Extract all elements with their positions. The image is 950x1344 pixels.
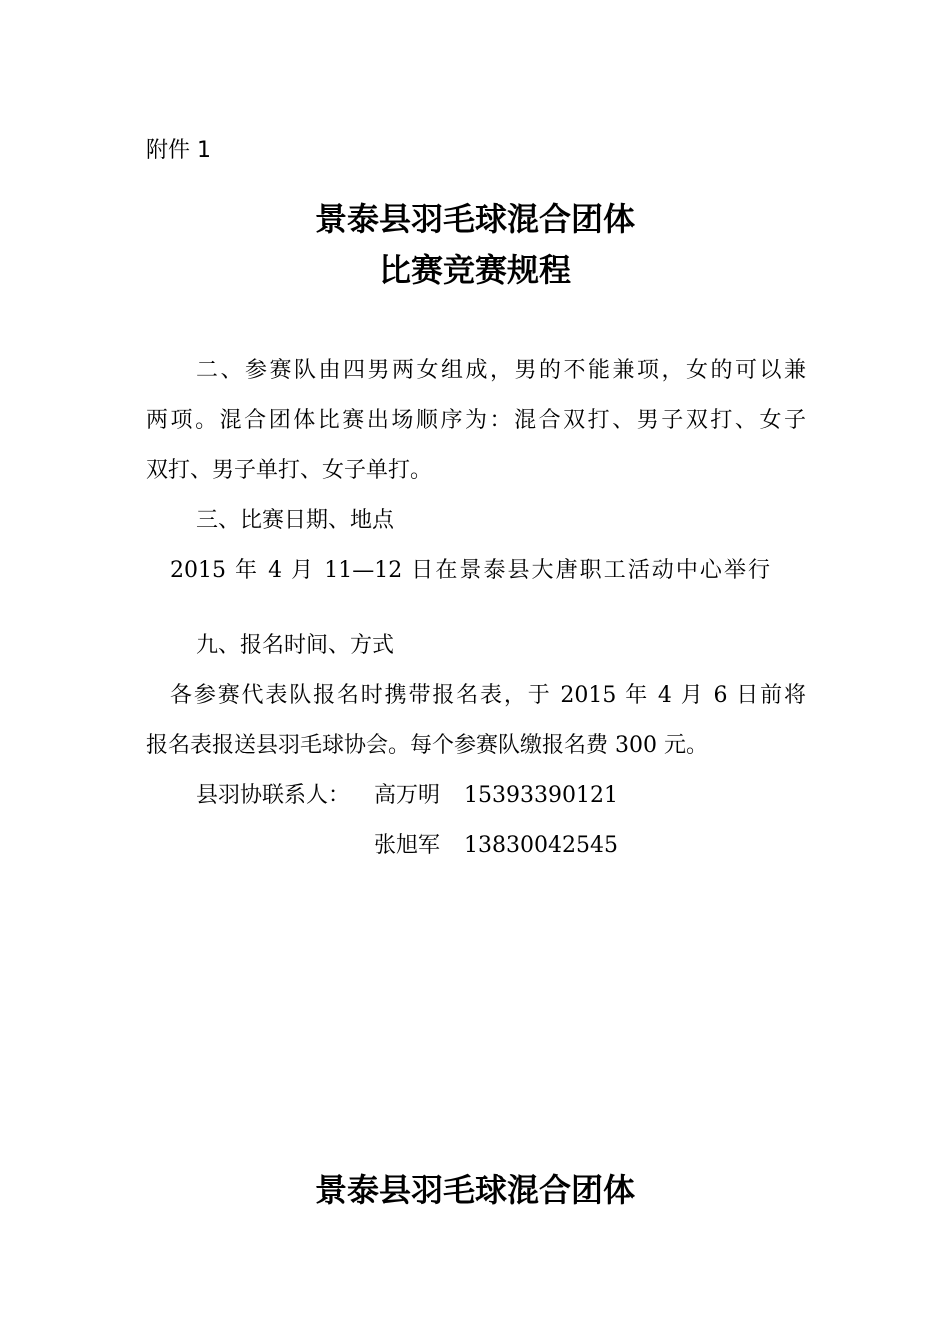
section3-heading: 三、比赛日期、地点 [196,508,395,533]
section2-line3: 双打、男子单打、女子单打。 [146,458,433,483]
next-page-title: 景泰县羽毛球混合团体 [314,1171,635,1209]
contact-phone-2: 13830042545 [464,833,618,858]
document-title-line2: 比赛竞赛规程 [378,251,571,289]
contact-phone-1: 15393390121 [464,783,618,808]
section9-heading: 九、报名时间、方式 [196,633,395,658]
document-title-line1: 景泰县羽毛球混合团体 [314,200,635,238]
contact-name-2: 张旭军 [374,833,441,858]
contact-name-1: 高万明 [374,783,441,808]
section3-body: 2015 年 4 月 11—12 日在景泰县大唐职工活动中心举行 [170,558,770,583]
section2-line2: 两项。混合团体比赛出场顺序为：混合双打、男子双打、女子 [146,408,806,433]
attachment-label: 附件 1 [146,138,211,163]
section9-line1: 各参赛代表队报名时携带报名表，于 2015 年 4 月 6 日前将 [170,683,806,708]
section2-line1: 二、参赛队由四男两女组成，男的不能兼项，女的可以兼 [196,358,806,383]
section9-line2: 报名表报送县羽毛球协会。每个参赛队缴报名费 300 元。 [146,733,708,758]
contacts-label: 县羽协联系人： [196,783,351,808]
